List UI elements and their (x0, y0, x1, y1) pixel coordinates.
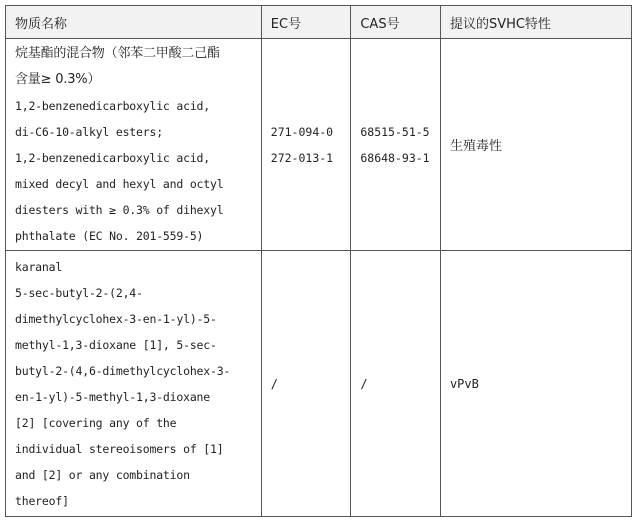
proposed-property-cell: vPvB (440, 251, 631, 517)
substance-name-line: methyl-1,3-dioxane [1], 5-sec- (15, 337, 217, 352)
ec-number: 272-013-1 (270, 150, 334, 165)
header-substance-name: 物质名称 (6, 6, 262, 39)
header-cas-number: CAS号 (351, 6, 441, 39)
substance-name-line: [2] [covering any of the (15, 415, 177, 430)
substance-name-cell (6, 251, 262, 517)
proposed-property-cell: 生殖毒性 (440, 39, 631, 251)
cas-number-cell: / (351, 251, 441, 517)
substance-name-line: 含量≥ 0.3%） (15, 71, 101, 87)
ec-number: 271-094-0 (270, 124, 334, 139)
cas-number: 68648-93-1 (360, 150, 430, 165)
substance-name-line: en-1-yl)-5-methyl-1,3-dioxane (15, 389, 210, 404)
substance-name-line: 1,2-benzenedicarboxylic acid, (15, 98, 210, 113)
header-proposed-property: 提议的SVHC特性 (440, 6, 631, 39)
substance-name-line: 1,2-benzenedicarboxylic acid, (15, 150, 210, 165)
substance-name-line: and [2] or any combination (15, 467, 190, 482)
substance-name-line: individual stereoisomers of [1] (15, 441, 224, 456)
substance-name-line: karanal (15, 259, 63, 274)
substance-name-line: diesters with ≥ 0.3% of dihexyl (15, 202, 224, 217)
table-row (6, 39, 632, 251)
substance-name-line: butyl-2-(4,6-dimethylcyclohex-3- (15, 363, 231, 378)
header-ec-number: EC号 (261, 6, 351, 39)
table-row (6, 251, 632, 517)
substance-name-line: 5-sec-butyl-2-(2,4- (15, 285, 143, 300)
table-header-row (6, 6, 632, 39)
substance-name-cell (6, 39, 262, 251)
svhc-table (5, 5, 632, 517)
substance-name-line: di-C6-10-alkyl esters; (15, 124, 163, 139)
cas-number-cell (351, 39, 441, 251)
ec-number-cell: / (261, 251, 351, 517)
substance-name-line: phthalate (EC No. 201-559-5) (15, 228, 204, 243)
cas-number: 68515-51-5 (360, 124, 430, 139)
ec-number-cell (261, 39, 351, 251)
substance-name-line: 烷基酯的混合物（邻苯二甲酸二己酯 (15, 45, 220, 61)
substance-name-line: thereof] (15, 493, 69, 508)
substance-name-line: mixed decyl and hexyl and octyl (15, 176, 224, 191)
substance-name-line: dimethylcyclohex-3-en-1-yl)-5- (15, 311, 217, 326)
